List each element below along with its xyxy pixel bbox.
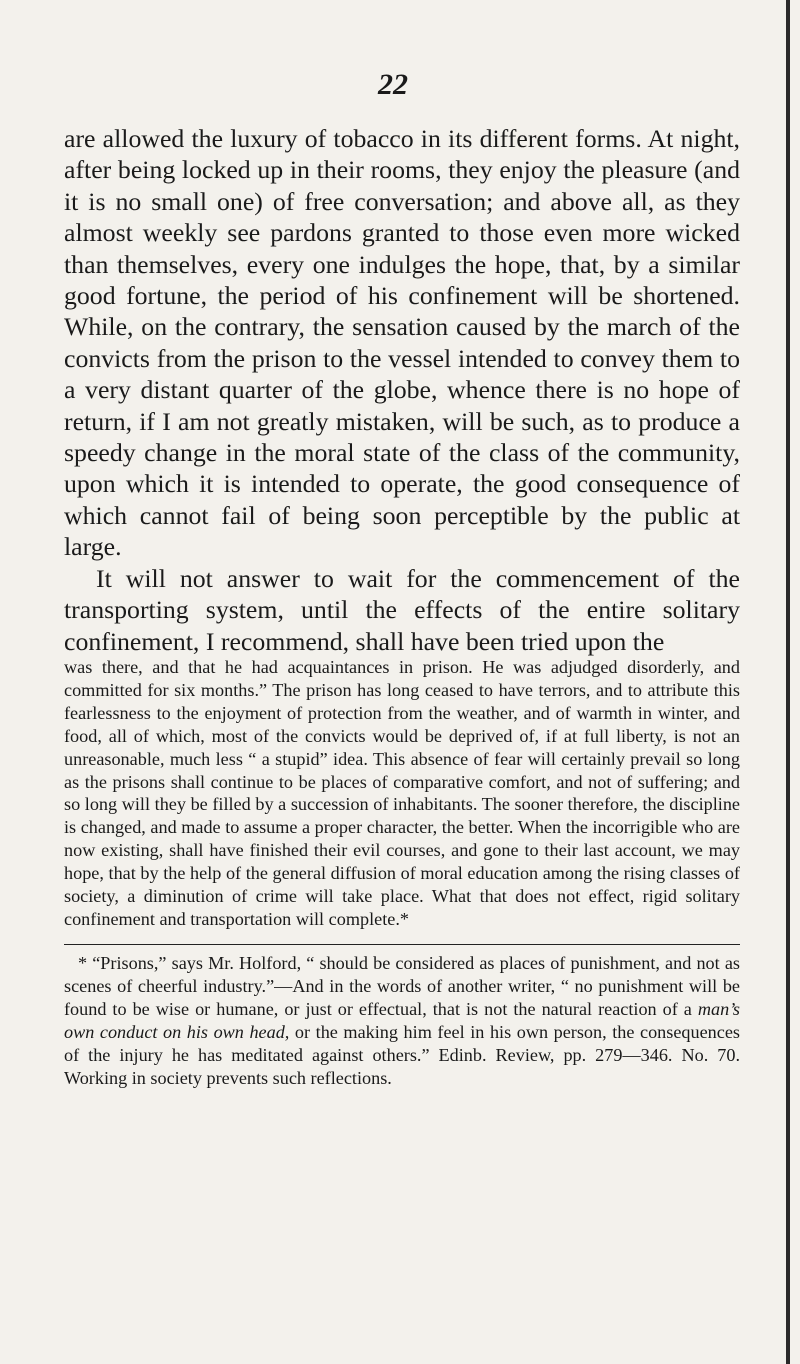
footnote-text-2: or the making him feel in his own person, the consequences of the injury he has meditated against others.” Edinb. Review, pp. 279—346. No. 70. Working in society prevents such reflections. xyxy=(64,1022,740,1089)
footnote-marker: * xyxy=(78,953,88,973)
continued-note: was there, and that he had acquaintances in prison. He was adjudged disorderly, and committed for six months.” The prison has long ceased to have terrors, and to attribute this fearlessness to the enjoyment of protection from the weather, and of warmth in winter, and food, all of which, most of the convicts would be deprived of, if at full liberty, is not an unreasonable, much less “ a stupid” idea. This absence of fear will certainly prevail so long as the prisons shall continue to be places of comparative comfort, and not of suffering; and so long will they be filled by a succession of inhabitants. The sooner therefore, the discipline is changed, and made to assume a proper character, the better. When the incorrigible who are now existing, shall have finished their evil courses, and gone to their last account, we may hope, that by the help of the general diffusion of moral education among the rising classes of society, a diminution of crime will take place. What that does not effect, rigid solitary confinement and transportation will complete.* xyxy=(64,657,740,929)
footnote-divider xyxy=(64,944,740,945)
main-text xyxy=(64,123,740,657)
page-number: 22 xyxy=(378,68,408,101)
page-edge-line xyxy=(786,0,790,1364)
body-paragraph-1: are allowed the luxury of tobacco in its different forms. At night, after being locked up in their rooms, they enjoy the pleasure (and it is no small one) of free conversation; and above all, as they almost weekly see pardons granted to those even more wicked than themselves, every one indulges the hope, that, by a similar good fortune, the period of his confinement will be shortened. While, on the contrary, the sensation caused by the march of the convicts from the prison to the vessel intended to convey them to a very distant quarter of the globe, whence there is no hope of return, if I am not greatly mistaken, will be such, as to produce a speedy change in the moral state of the class of the community, upon which it is intended to operate, the good consequence of which cannot fail of being soon perceptible by the public at large. xyxy=(64,124,740,562)
footnote xyxy=(64,952,740,1091)
footnote-italic-text: man’s own conduct on his own head, xyxy=(64,999,740,1043)
footnote-text-1: “Prisons,” says Mr. Holford, “ should be considered as places of punishment, and not as scenes of cheerful industry.”—And in the words of another writer, “ no punishment will be found to be wise or humane, or just or effectual, that is not the natural reaction of a xyxy=(64,953,740,1020)
body-paragraph-2: It will not answer to wait for the commencement of the transporting system, until the effects of the entire solitary confinement, I recommend, shall have been tried upon the xyxy=(64,563,740,656)
